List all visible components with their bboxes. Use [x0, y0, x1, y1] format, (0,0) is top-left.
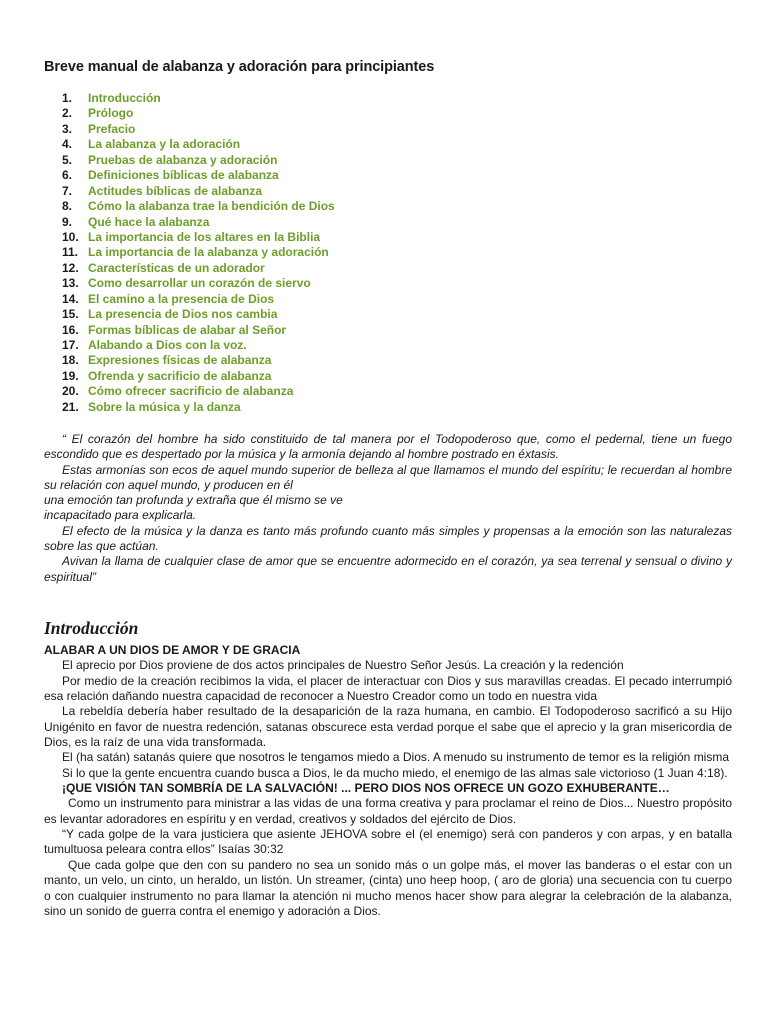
toc-item-link[interactable]: El camino a la presencia de Dios [88, 291, 275, 306]
quote-paragraph: El efecto de la música y la danza es tanto más profundo cuanto más simples y propensas a la emoción son las naturalezas sobre las que actúan. [44, 523, 732, 554]
toc-item[interactable] [62, 153, 335, 168]
section-heading-introduccion: Introducción [44, 618, 139, 638]
toc-item-number: 3. [62, 121, 73, 136]
toc-item-number: 6. [62, 168, 73, 183]
toc-item-link[interactable]: La importancia de los altares en la Biblia [88, 229, 321, 244]
toc-item-number: 5. [62, 152, 73, 167]
body-paragraph: Si lo que la gente encuentra cuando busca a Dios, le da mucho miedo, el enemigo de las almas sale victorioso (1 Juan 4:18). [62, 765, 728, 780]
toc-item-number: 14. [62, 291, 79, 306]
toc-item-number: 19. [62, 368, 79, 383]
toc-item-number: 20. [62, 384, 79, 399]
toc-item-link[interactable]: Definiciones bíblicas de alabanza [88, 168, 279, 183]
toc-item-number: 8. [62, 199, 73, 214]
toc-item-link[interactable]: Actitudes bíblicas de alabanza [88, 183, 263, 198]
body-paragraph: El (ha satán) satanás quiere que nosotros le tengamos miedo a Dios. A menudo su instrumento de temor es la religión misma [62, 750, 730, 765]
toc-item[interactable] [62, 384, 335, 399]
toc-item-link[interactable]: La alabanza y la adoración [88, 137, 241, 152]
toc-item[interactable] [62, 353, 335, 368]
toc-item[interactable] [62, 292, 335, 307]
toc-item-number: 4. [62, 137, 73, 152]
table-of-contents [62, 91, 335, 415]
toc-item-link[interactable]: Alabando a Dios con la voz. [88, 338, 247, 352]
introduction-body [44, 643, 732, 919]
quote-paragraph: una emoción tan profunda y extraña que él mismo se ve [44, 493, 343, 508]
toc-item-link[interactable]: Pruebas de alabanza y adoración [88, 152, 278, 167]
toc-item[interactable] [62, 184, 335, 199]
toc-item-number: 16. [62, 322, 79, 337]
body-paragraph: Por medio de la creación recibimos la vida, el placer de interactuar con Dios y sus maravillas creadas. El pecado interrumpió esa relación dañando nuestra capacidad de reconocer a Nuestro Creador como un todo en nuestra vida [44, 673, 732, 704]
body-paragraph: Como un instrumento para ministrar a las vidas de una forma creativa y para proclamar el reino de Dios... Nuestro propósito es levantar adoradores en espíritu y en verdad, creativos y soldados del ejército de Dios. [44, 796, 732, 826]
toc-item-number: 17. [62, 338, 79, 352]
toc-item-link[interactable]: Introducción [88, 91, 161, 105]
toc-item-number: 7. [62, 183, 73, 198]
toc-item-link[interactable]: Prólogo [88, 106, 134, 121]
toc-item-link[interactable]: Formas bíblicas de alabar al Señor [88, 322, 287, 337]
toc-item[interactable] [62, 91, 335, 106]
toc-item-link[interactable]: La importancia de la alabanza y adoración [88, 245, 329, 260]
toc-item-link[interactable]: Cómo la alabanza trae la bendición de Dios [88, 199, 335, 214]
toc-item-link[interactable]: Como desarrollar un corazón de siervo [88, 276, 311, 291]
toc-item[interactable] [62, 276, 335, 291]
toc-item[interactable] [62, 215, 335, 230]
quote-paragraph: Estas armonías son ecos de aquel mundo superior de belleza al que llamamos el mundo del espíritu; le recuerdan al hombre su relación con aquel mundo, y producen en él [44, 462, 732, 492]
toc-item[interactable] [62, 137, 335, 152]
toc-item[interactable] [62, 338, 335, 353]
toc-item-link[interactable]: Qué hace la alabanza [88, 214, 210, 229]
toc-item-number: 15. [62, 307, 79, 322]
quote-paragraph: Avivan la llama de cualquier clase de amor que se encuentre adormecido en el corazón, ya sea terrenal y sensual o divino y espiritual” [44, 554, 732, 584]
body-paragraph: Que cada golpe que den con su pandero no sea un sonido más o un golpe más, el mover las banderas o el estar con un manto, un velo, un cinto, un heraldo, un listón. Un streamer, (cinta) uno heep hoop, ( aro de gloria) una secuencia con tu cuerpo o con cualquier instrumento no para llamar la atención ni mucho menos hacer show para alegrar la celebración de la alabanza, sino un sonido de guerra contra el enemigo y adoración a Dios. [44, 857, 732, 918]
toc-item-number: 10. [62, 229, 79, 244]
toc-item[interactable] [62, 323, 335, 338]
toc-item[interactable] [62, 199, 335, 214]
body-paragraph: La rebeldía debería haber resultado de la desaparición de la raza humana, en cambio. El Todopoderoso sacrificó a su Hijo Unigénito en favor de nuestra redención, satanas obscurece esta verdad porque el sabe que el aprecio y la gran misericordia de Dios, es la raíz de una vida transformada. [44, 704, 732, 750]
toc-item[interactable] [62, 122, 335, 137]
scripture-quote: “Y cada golpe de la vara justiciera que asiente JEHOVA sobre el (el enemigo) será con panderos y con arpas, y en batalla tumultuosa peleara contra ellos” Isaías 30:32 [44, 827, 732, 857]
quote-paragraph: incapacitado para explicarla. [44, 508, 197, 523]
toc-item-link[interactable]: Cómo ofrecer sacrificio de alabanza [88, 384, 294, 399]
toc-item-link[interactable]: Prefacio [88, 121, 136, 136]
toc-item-link[interactable]: Ofrenda y sacrificio de alabanza [88, 368, 272, 383]
body-exclamation: ¡QUE VISIÓN TAN SOMBRÍA DE LA SALVACIÓN! ... PERO DIOS NOS OFRECE UN GOZO EXHUBERANTE… [62, 781, 670, 796]
toc-item[interactable] [62, 245, 335, 260]
toc-item-number: 1. [62, 91, 73, 105]
toc-item[interactable] [62, 369, 335, 384]
toc-item-link[interactable]: Características de un adorador [88, 260, 265, 275]
toc-item-link[interactable]: Sobre la música y la danza [88, 399, 241, 414]
toc-item-number: 12. [62, 260, 79, 275]
toc-item-number: 2. [62, 106, 73, 121]
toc-item[interactable] [62, 261, 335, 276]
toc-item-number: 21. [62, 399, 79, 414]
document-title: Breve manual de alabanza y adoración para principiantes [44, 59, 435, 75]
quote-paragraph: “ El corazón del hombre ha sido constituido de tal manera por el Todopoderoso que, como el pedernal, tiene un fuego escondido que es despertado por la música y la armonía dejando al hombre postrado en éxtasis. [44, 432, 732, 462]
opening-quote [44, 432, 732, 585]
toc-item-number: 9. [62, 214, 73, 229]
toc-item[interactable] [62, 307, 335, 322]
toc-item-number: 18. [62, 353, 79, 368]
body-paragraph: El aprecio por Dios proviene de dos actos principales de Nuestro Señor Jesús. La creación y la redención [62, 658, 624, 673]
toc-item[interactable] [62, 168, 335, 183]
toc-item[interactable] [62, 400, 335, 415]
toc-item-link[interactable]: Expresiones físicas de alabanza [88, 353, 272, 368]
toc-item[interactable] [62, 106, 335, 121]
toc-item[interactable] [62, 230, 335, 245]
toc-item-number: 13. [62, 276, 79, 291]
section-subheading: ALABAR A UN DIOS DE AMOR Y DE GRACIA [44, 643, 301, 657]
toc-item-number: 11. [62, 245, 79, 260]
toc-item-link[interactable]: La presencia de Dios nos cambia [88, 307, 278, 322]
